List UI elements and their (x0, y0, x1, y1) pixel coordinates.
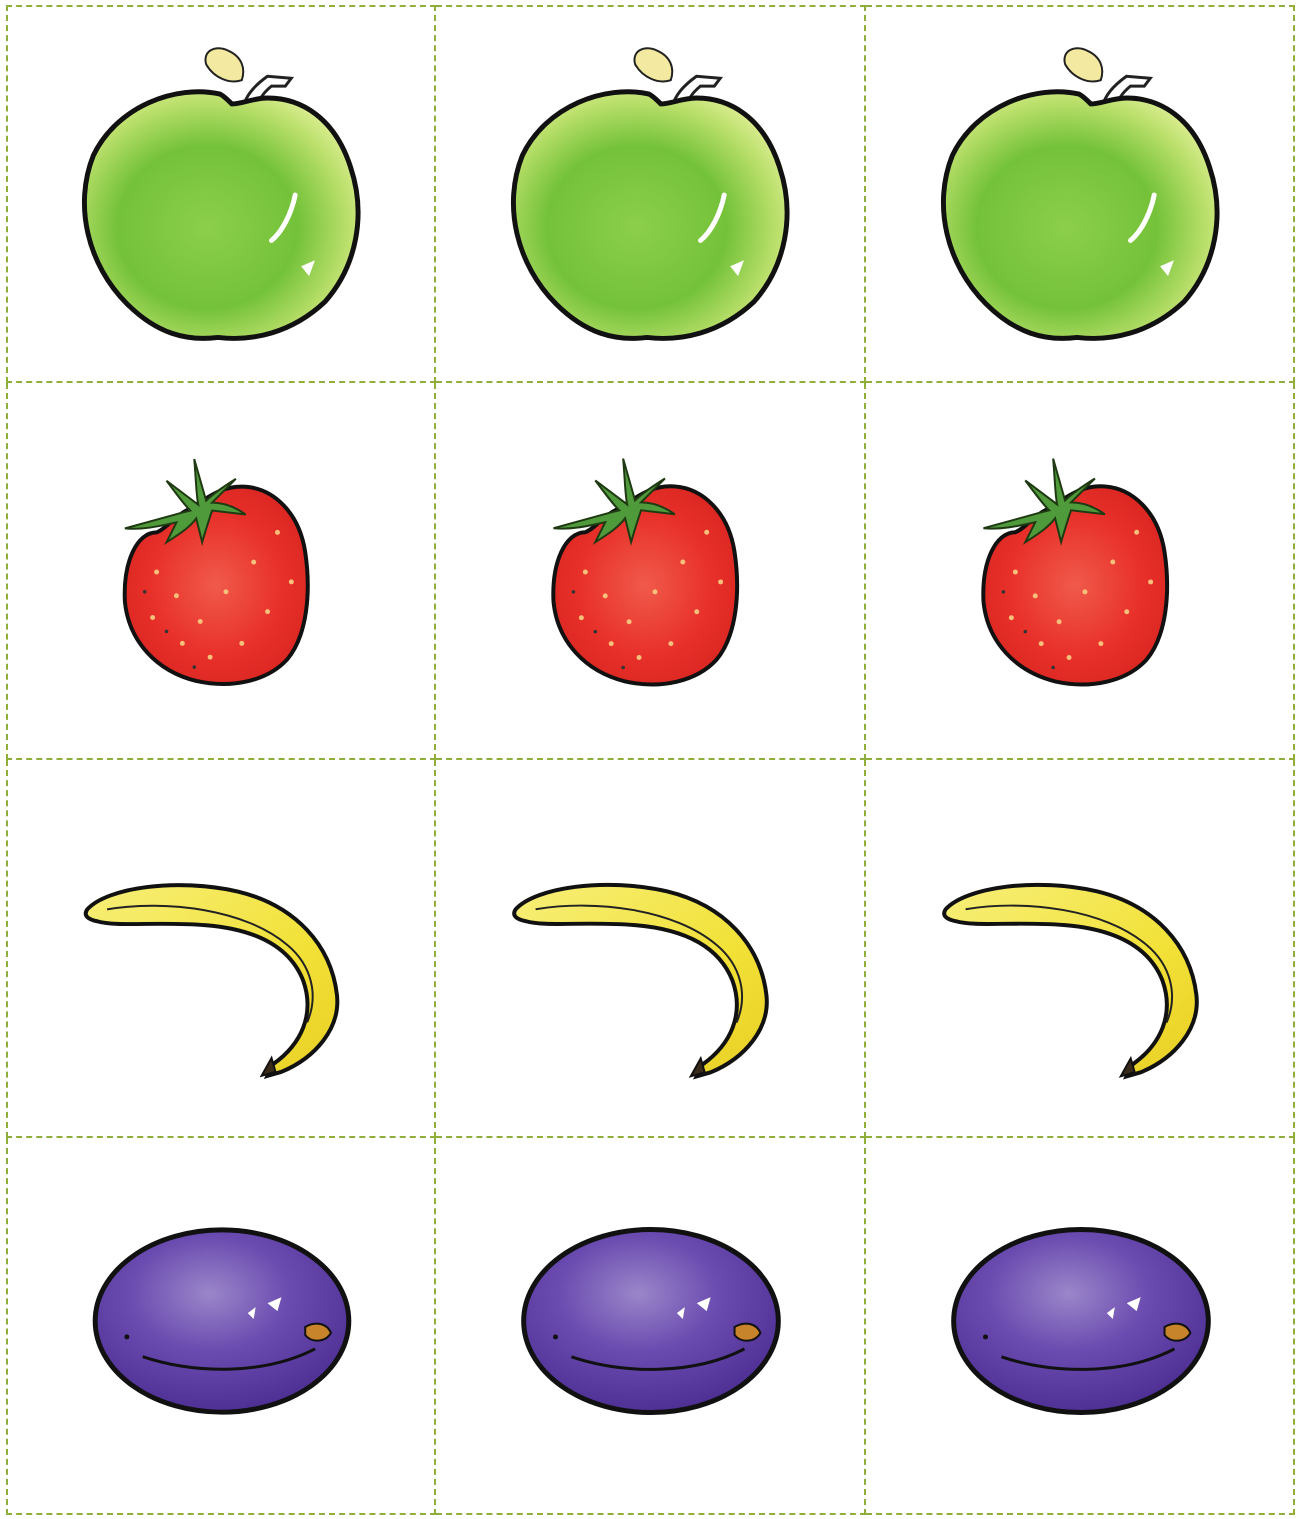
card-plum (436, 1138, 866, 1515)
banana-icon (866, 760, 1293, 1136)
plum-icon (8, 1138, 434, 1513)
plum-icon (436, 1138, 864, 1513)
card-apple (436, 5, 866, 383)
card-grid (6, 5, 1295, 1515)
plum-icon (866, 1138, 1293, 1513)
apple-icon (866, 7, 1293, 381)
apple-icon (8, 7, 434, 381)
banana-icon (436, 760, 864, 1136)
card-strawberry (6, 383, 436, 760)
card-strawberry (436, 383, 866, 760)
card-plum (866, 1138, 1295, 1515)
card-apple (866, 5, 1295, 383)
strawberry-icon (436, 383, 864, 758)
card-banana (436, 760, 866, 1138)
card-banana (866, 760, 1295, 1138)
card-apple (6, 5, 436, 383)
apple-icon (436, 7, 864, 381)
strawberry-icon (866, 383, 1293, 758)
strawberry-icon (8, 383, 434, 758)
card-plum (6, 1138, 436, 1515)
card-banana (6, 760, 436, 1138)
fruit-card-sheet (6, 5, 1295, 1515)
card-strawberry (866, 383, 1295, 760)
banana-icon (8, 760, 434, 1136)
